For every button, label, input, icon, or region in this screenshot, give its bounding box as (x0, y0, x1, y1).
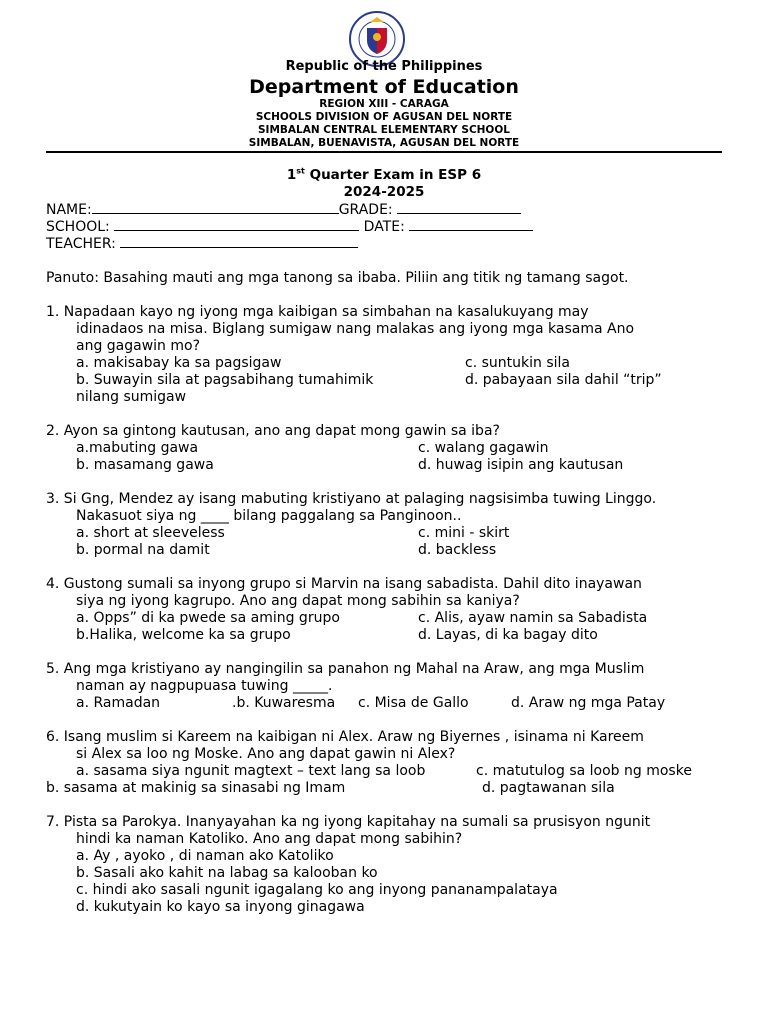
q4-stem: 4. Gustong sumali sa inyong grupo si Marvin na isang sabadista. Dahil dito inayawan (46, 576, 642, 592)
q1-option-b: b. Suwayin sila at pagsabihang tumahimik (76, 372, 374, 388)
q1-stem-cont: idinadaos na misa. Biglang sumigaw nang malakas ang iyong mga kasama Ano (76, 321, 635, 337)
school-date-row (46, 218, 533, 236)
header-divider (46, 151, 722, 153)
q2-option-d: d. huwag isipin ang kautusan (418, 457, 624, 473)
q5-stem: 5. Ang mga kristiyano ay nangingilin sa panahon ng Mahal na Araw, ang mga Muslim (46, 661, 645, 677)
department-title: Department of Education (249, 76, 519, 98)
q3-option-b: b. pormal na damit (76, 542, 210, 558)
q7-stem: 7. Pista sa Parokya. Inanyayahan ka ng iyong kapitahay na sumali sa prusisyon ngunit (46, 814, 651, 830)
school-year: 2024-2025 (343, 184, 425, 200)
q1-stem-cont: ang gagawin mo? (76, 338, 201, 354)
q3-stem: 3. Si Gng, Mendez ay isang mabuting kristiyano at palaging nagsisimba tuwing Linggo. (46, 491, 657, 507)
name-field[interactable] (92, 201, 339, 214)
republic-line: Republic of the Philippines (285, 59, 483, 74)
q5-stem-cont: naman ay nagpupuasa tuwing _____. (76, 678, 333, 694)
q5-option-d: d. Araw ng mga Patay (511, 695, 666, 711)
school-field[interactable] (114, 218, 359, 231)
q7-option-c: c. hindi ako sasali ngunit igagalang ko ang inyong pananampalataya (76, 882, 558, 898)
q4-option-c: c. Alis, ayaw namin sa Sabadista (418, 610, 648, 626)
q6-option-b: b. sasama at makinig sa sinasabi ng Imam (46, 780, 346, 796)
teacher-label: TEACHER: (46, 236, 116, 252)
name-grade-row (46, 201, 521, 219)
q2-stem: 2. Ayon sa gintong kautusan, ano ang dapat mong gawin sa iba? (46, 423, 500, 439)
q3-stem-cont: Nakasuot siya ng ____ bilang paggalang sa Panginoon.. (76, 508, 462, 524)
q1-option-d-cont: nilang sumigaw (76, 389, 187, 405)
q6-option-a: a. sasama siya ngunit magtext – text lang sa loob (76, 763, 426, 779)
grade-label: GRADE: (338, 202, 393, 218)
q1-option-a: a. makisabay ka sa pagsigaw (76, 355, 282, 371)
q1-option-d: d. pabayaan sila dahil “trip” (465, 372, 662, 388)
q3-option-d: d. backless (418, 542, 497, 558)
q4-option-a: a. Opps” di ka pwede sa aming grupo (76, 610, 340, 626)
teacher-field[interactable] (120, 235, 358, 248)
q1-option-c: c. suntukin sila (465, 355, 570, 371)
q4-stem-cont: siya ng iyong kagrupo. Ano ang dapat mong sabihin sa kaniya? (76, 593, 520, 609)
q5-option-b: .b. Kuwaresma (232, 695, 336, 711)
q4-option-d: d. Layas, di ka bagay dito (418, 627, 598, 643)
date-field[interactable] (409, 218, 533, 231)
exam-title-text: Quarter Exam in ESP 6 (304, 167, 482, 183)
teacher-row (46, 235, 358, 253)
address-line: SIMBALAN, BUENAVISTA, AGUSAN DEL NORTE (248, 137, 520, 149)
q2-option-b: b. masamang gawa (76, 457, 214, 473)
division-line: SCHOOLS DIVISION OF AGUSAN DEL NORTE (255, 111, 513, 123)
q3-option-c: c. mini - skirt (418, 525, 510, 541)
q7-option-d: d. kukutyain ko kayo sa inyong ginagawa (76, 899, 365, 915)
q5-option-c: c. Misa de Gallo (358, 695, 469, 711)
q3-option-a: a. short at sleeveless (76, 525, 225, 541)
q1-stem: 1. Napadaan kayo ng iyong mga kaibigan sa simbahan na kasalukuyang may (46, 304, 589, 320)
exam-title (0, 167, 768, 184)
date-label: DATE: (363, 219, 405, 235)
q2-option-a: a.mabuting gawa (76, 440, 199, 456)
q2-option-c: c. walang gagawin (418, 440, 549, 456)
q7-option-b: b. Sasali ako kahit na labag sa kalooban ko (76, 865, 378, 881)
q6-stem-cont: si Alex sa loo ng Moske. Ano ang dapat gawin ni Alex? (76, 746, 456, 762)
instructions: Panuto: Basahing mauti ang mga tanong sa ibaba. Piliin ang titik ng tamang sagot. (46, 270, 629, 286)
region-line: REGION XIII - CARAGA (319, 98, 449, 110)
q6-stem: 6. Isang muslim si Kareem na kaibigan ni Alex. Araw ng Biyernes , isinama ni Kareem (46, 729, 644, 745)
q4-option-b: b.Halika, welcome ka sa grupo (76, 627, 291, 643)
grade-field[interactable] (397, 201, 521, 214)
name-label: NAME: (46, 202, 92, 218)
school-line: SIMBALAN CENTRAL ELEMENTARY SCHOOL (258, 124, 510, 136)
school-label: SCHOOL: (46, 219, 110, 235)
q5-option-a: a. Ramadan (76, 695, 161, 711)
q6-option-d: d. pagtawanan sila (482, 780, 615, 796)
exam-ordinal: 1 (286, 167, 297, 183)
exam-ordinal-suffix: st (296, 166, 305, 176)
q7-stem-cont: hindi ka naman Katoliko. Ano ang dapat mong sabihin? (76, 831, 463, 847)
q6-option-c: c. matutulog sa loob ng moske (476, 763, 692, 779)
q7-option-a: a. Ay , ayoko , di naman ako Katoliko (76, 848, 334, 864)
